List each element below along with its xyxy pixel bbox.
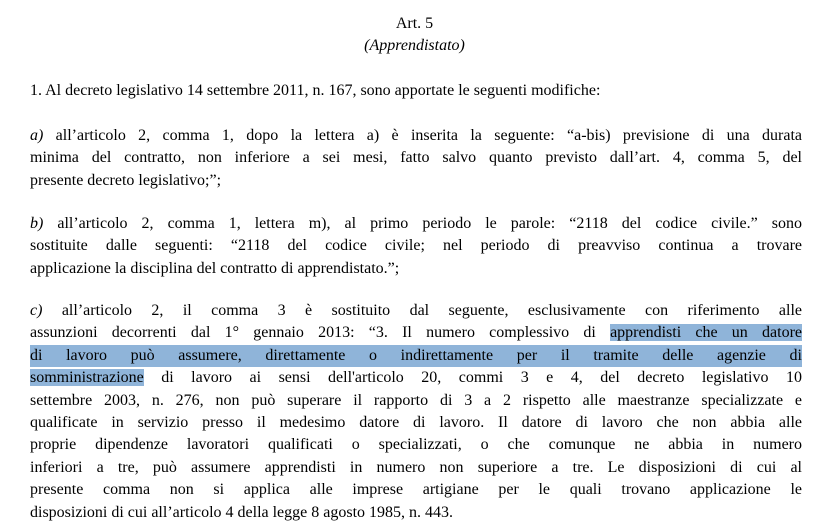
paragraph-c-line: qualificate in servizio presso il medesimo datore di lavoro. Il datore di lavoro che non abbia alle [30, 413, 802, 431]
paragraph-b [30, 213, 802, 280]
article-title: Art. 5 [395, 15, 434, 32]
paragraph-c-line: c) all’articolo 2, il comma 3 è sostituito dal seguente, esclusivamente con riferimento alle [30, 302, 802, 319]
paragraph-c-line: inferiori a tre, può assumere apprendisti in numero non superiore a tre. Le disposizioni di cui al [30, 458, 802, 476]
paragraph-a [30, 125, 802, 192]
article-subtitle: (Apprendistato) [364, 37, 465, 54]
paragraph-b-line: applicazione la disciplina del contratto di apprendistato.”; [30, 259, 400, 277]
intro-text: 1. Al decreto legislativo 14 settembre 2011, n. 167, sono apportate le seguenti modifiche: [30, 82, 601, 99]
paragraph-a-line: presente decreto legislativo;”; [30, 171, 222, 189]
paragraph-a-line: minima del contratto, non inferiore a sei mesi, fatto salvo quanto previsto dall’art. 4, comma 5, del [30, 149, 802, 167]
paragraph-b-line: sostituite dalle seguenti: “2118 del codice civile; nel periodo di preavviso continua a trovare [30, 237, 802, 255]
paragraph-c-line: disposizioni di cui all’articolo 4 della legge 8 agosto 1985, n. 443. [30, 503, 454, 521]
paragraph-b-line: b) all’articolo 2, comma 1, lettera m), al primo periodo le parole: “2118 del codice civile.” sono [30, 215, 802, 232]
paragraph-c-line: presente comma non si applica alle imprese artigiane per le quali trovano applicazione le [30, 481, 802, 499]
intro-paragraph [30, 80, 802, 102]
paragraph-c-line: settembre 2003, n. 276, non può superare il rapporto di 3 a 2 rispetto alle maestranze specializzate e [30, 391, 802, 409]
paragraph-a-letter: a) [30, 127, 44, 144]
paragraph-b-letter: b) [30, 215, 44, 232]
paragraph-c-letter: c) [30, 302, 43, 319]
paragraph-a-line: a) all’articolo 2, comma 1, dopo la lettera a) è inserita la seguente: “a-bis) previsione di una durata [30, 127, 802, 144]
paragraph-c-line: assunzioni decorrenti dal 1° gennaio 2013: “3. Il numero complessivo di apprendisti che un datore [30, 324, 802, 342]
paragraph-c-line: somministrazione di lavoro ai sensi dell'articolo 20, commi 3 e 4, del decreto legislativo 10 [30, 369, 802, 387]
selected-text[interactable]: apprendisti che un datore [610, 324, 802, 342]
selected-text[interactable]: di lavoro può assumere, direttamente o indirettamente per il tramite delle agenzie di [30, 345, 802, 367]
paragraph-c-line: proprie dipendenze lavoratori qualificati o specializzati, o che comunque ne abbia in numero [30, 436, 802, 454]
selected-text[interactable]: somministrazione [30, 369, 144, 387]
paragraph-c [30, 300, 802, 524]
